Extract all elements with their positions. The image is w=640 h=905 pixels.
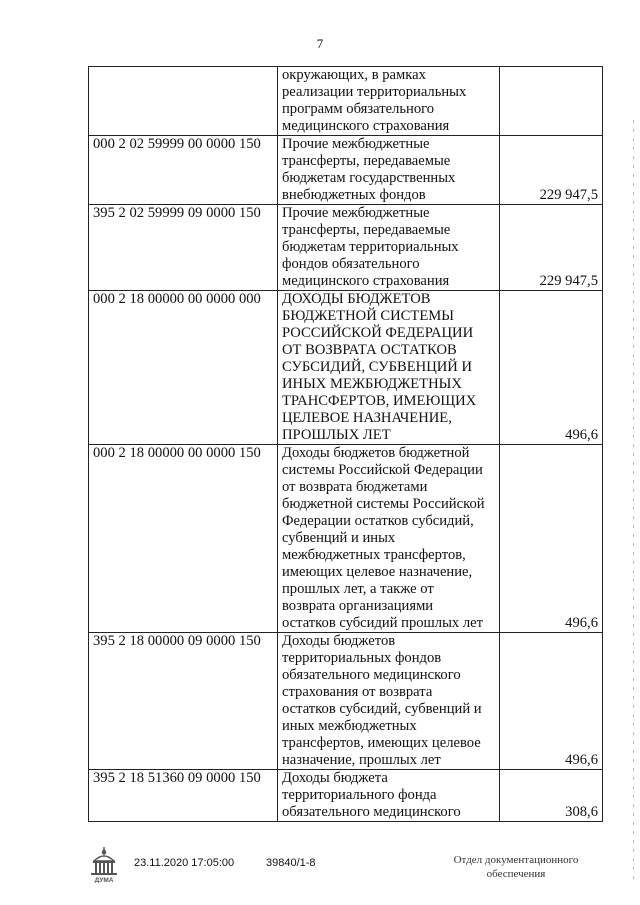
revenue-name-line: ПРОШЛЫХ ЛЕТ	[282, 427, 391, 443]
revenue-name-line: прошлых лет, а также от	[282, 581, 434, 597]
budget-code-cell: 000 2 18 00000 00 0000 150	[89, 445, 278, 633]
revenue-name-line: трансферты, передаваемые	[282, 222, 451, 238]
revenue-name-line: ТРАНСФЕРТОВ, ИМЕЮЩИХ	[282, 393, 477, 409]
revenue-name-line: от возврата бюджетами	[282, 479, 428, 495]
revenue-name-line: реализации территориальных	[282, 84, 467, 100]
revenue-name-line: окружающих, в рамках	[282, 67, 426, 83]
footer-department-line: Отдел документационного	[453, 854, 579, 866]
revenue-name-line: медицинского страхования	[282, 118, 450, 134]
revenue-name-line: СУБСИДИЙ, СУБВЕНЦИЙ И	[282, 359, 473, 375]
amount-cell: 229 947,5	[500, 136, 603, 205]
amount-cell: 496,6	[500, 633, 603, 770]
table-row	[89, 67, 603, 136]
duma-logo-icon	[88, 847, 120, 883]
revenue-name-line: страхования от возврата	[282, 684, 433, 700]
revenue-name-line: Доходы бюджетов	[282, 633, 396, 649]
revenue-name-line: Федерации остатков субсидий,	[282, 513, 474, 529]
revenue-name-line: ЦЕЛЕВОЕ НАЗНАЧЕНИЕ,	[282, 410, 452, 426]
amount-cell: 229 947,5	[500, 205, 603, 291]
revenue-name-line: иных межбюджетных	[282, 718, 417, 734]
revenue-name-line: бюджетной системы Российской	[282, 496, 485, 512]
footer-doc-number: 39840/1-8	[266, 857, 316, 869]
budget-code-cell: 395 2 18 00000 09 0000 150	[89, 633, 278, 770]
revenue-name-cell	[278, 633, 500, 770]
footer-datetime: 23.11.2020 17:05:00	[134, 857, 235, 869]
revenue-name-cell	[278, 445, 500, 633]
amount-cell: 308,6	[500, 770, 603, 822]
revenue-name-cell	[278, 136, 500, 205]
revenue-name-cell	[278, 67, 500, 136]
revenue-name-line: бюджетам государственных	[282, 170, 456, 186]
page-number: 7	[316, 36, 324, 51]
revenue-name-line: ИНЫХ МЕЖБЮДЖЕТНЫХ	[282, 376, 462, 392]
logo-text: ДУМА	[94, 877, 114, 883]
revenue-name-line: системы Российской Федерации	[282, 462, 483, 478]
revenue-name-line: внебюджетных фондов	[282, 187, 426, 203]
budget-code-cell: 000 2 18 00000 00 0000 000	[89, 291, 278, 445]
revenue-name-line: территориального фонда	[282, 787, 437, 803]
revenue-name-line: трансфертов, имеющих целевое	[282, 735, 481, 751]
scan-edge-artifact	[633, 120, 634, 880]
revenue-name-cell	[278, 291, 500, 445]
revenue-name-line: программ обязательного	[282, 101, 435, 117]
duma-building-icon	[88, 847, 120, 883]
budget-code-cell: 000 2 02 59999 00 0000 150	[89, 136, 278, 205]
amount-cell: 496,6	[500, 445, 603, 633]
revenue-name-line: обязательного медицинского	[282, 667, 461, 683]
amount-cell	[500, 67, 603, 136]
revenue-name-line: медицинского страхования	[282, 273, 450, 289]
revenue-name-line: обязательного медицинского	[282, 804, 461, 820]
table-row	[89, 136, 603, 205]
budget-revenue-table	[88, 66, 603, 822]
revenue-name-line: Доходы бюджетов бюджетной	[282, 445, 470, 461]
budget-code-cell: 395 2 18 51360 09 0000 150	[89, 770, 278, 822]
revenue-name-line: остатков субсидий, субвенций и	[282, 701, 482, 717]
footer-department	[436, 853, 596, 881]
revenue-name-line: ОТ ВОЗВРАТА ОСТАТКОВ	[282, 342, 457, 358]
amount-cell: 496,6	[500, 291, 603, 445]
table-row	[89, 770, 603, 822]
revenue-name-line: имеющих целевое назначение,	[282, 564, 473, 580]
table-body	[89, 67, 603, 822]
revenue-name-line: Доходы бюджета	[282, 770, 388, 786]
revenue-name-line: назначение, прошлых лет	[282, 752, 441, 768]
footer-department-line: обеспечения	[486, 868, 546, 880]
revenue-name-line: возврата организациями	[282, 598, 434, 614]
budget-code-cell	[89, 67, 278, 136]
revenue-name-line: остатков субсидий прошлых лет	[282, 615, 483, 631]
revenue-name-line: трансферты, передаваемые	[282, 153, 451, 169]
revenue-name-line: межбюджетных трансфертов,	[282, 547, 466, 563]
revenue-name-line: ДОХОДЫ БЮДЖЕТОВ	[282, 291, 431, 307]
revenue-name-line: бюджетам территориальных	[282, 239, 459, 255]
table-row	[89, 205, 603, 291]
revenue-name-cell	[278, 770, 500, 822]
revenue-name-line: Прочие межбюджетные	[282, 205, 430, 221]
revenue-name-line: Прочие межбюджетные	[282, 136, 430, 152]
table-row	[89, 633, 603, 770]
revenue-name-line: БЮДЖЕТНОЙ СИСТЕМЫ	[282, 308, 454, 324]
budget-code-cell: 395 2 02 59999 09 0000 150	[89, 205, 278, 291]
revenue-name-line: территориальных фондов	[282, 650, 442, 666]
table-row	[89, 291, 603, 445]
revenue-name-line: фондов обязательного	[282, 256, 420, 272]
revenue-name-line: РОССИЙСКОЙ ФЕДЕРАЦИИ	[282, 325, 474, 341]
table-row	[89, 445, 603, 633]
revenue-name-cell	[278, 205, 500, 291]
revenue-name-line: субвенций и иных	[282, 530, 396, 546]
